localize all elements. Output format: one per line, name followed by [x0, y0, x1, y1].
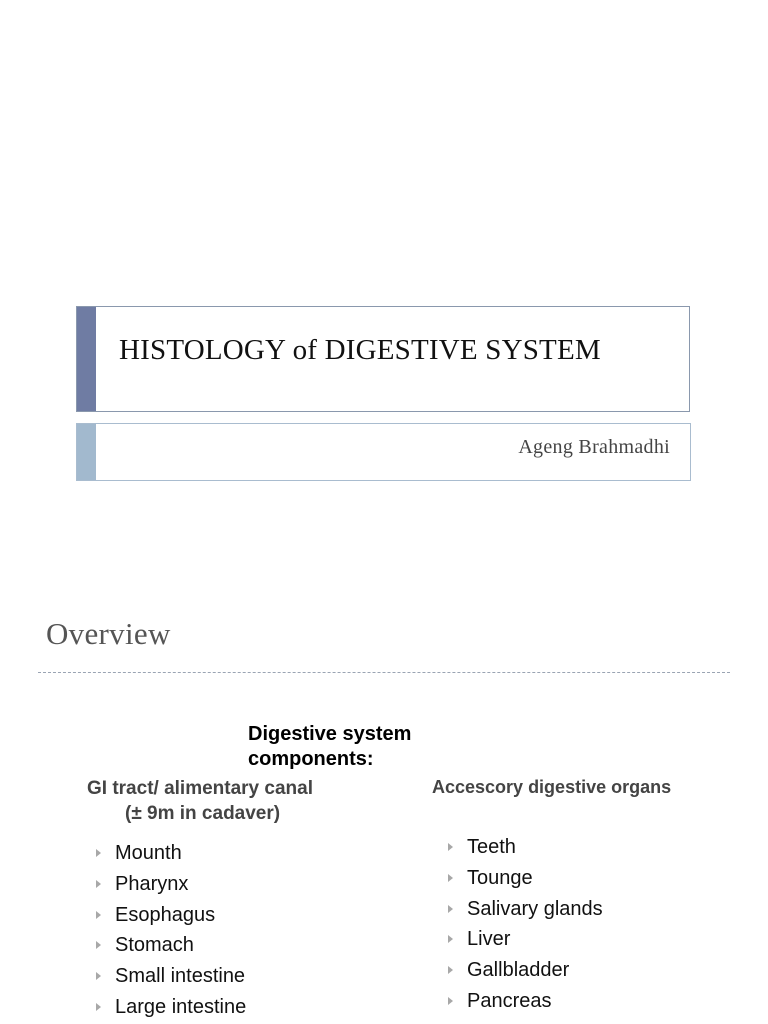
- list-item: [448, 986, 603, 1017]
- list-item: [448, 863, 603, 894]
- accessory-organs-list: [448, 832, 603, 1017]
- list-item-label: Esophagus: [115, 903, 216, 926]
- list-item: [96, 838, 246, 869]
- list-item-label: Small intestine: [115, 965, 246, 988]
- list-item-label: Pharynx: [115, 872, 189, 895]
- gi-tract-heading-line1: GI tract/ alimentary canal: [87, 778, 313, 799]
- list-item-label: Gallbladder: [467, 959, 570, 982]
- triangle-bullet-icon: [96, 849, 101, 857]
- gi-tract-heading-line2: (± 9m in cadaver): [125, 803, 281, 824]
- list-item: [448, 832, 603, 863]
- components-heading: [248, 722, 411, 772]
- triangle-bullet-icon: [448, 997, 453, 1005]
- triangle-bullet-icon: [448, 905, 453, 913]
- list-item: [448, 955, 603, 986]
- triangle-bullet-icon: [448, 935, 453, 943]
- triangle-bullet-icon: [96, 941, 101, 949]
- list-item: [448, 894, 603, 925]
- list-item-label: Mounth: [115, 842, 182, 864]
- slide-overview: [0, 576, 768, 1024]
- triangle-bullet-icon: [96, 1003, 101, 1011]
- list-item-label: Teeth: [467, 836, 516, 858]
- triangle-bullet-icon: [96, 880, 101, 888]
- triangle-bullet-icon: [96, 911, 101, 919]
- components-heading-line2: components:: [248, 748, 374, 770]
- subtitle-box: [76, 423, 691, 481]
- components-heading-line1: Digestive system: [248, 723, 412, 745]
- title-divider: [38, 672, 730, 673]
- list-item: [96, 869, 246, 900]
- gi-tract-heading: [87, 776, 313, 826]
- page-title: HISTOLOGY of DIGESTIVE SYSTEM: [119, 334, 601, 366]
- gi-tract-list: [96, 838, 246, 1023]
- triangle-bullet-icon: [448, 966, 453, 974]
- author-name: Ageng Brahmadhi: [518, 436, 670, 458]
- accessory-organs-heading: Accescory digestive organs: [432, 777, 672, 797]
- triangle-bullet-icon: [448, 874, 453, 882]
- list-item: [96, 930, 246, 961]
- triangle-bullet-icon: [96, 972, 101, 980]
- list-item-label: Stomach: [115, 934, 194, 957]
- list-item: [96, 961, 246, 992]
- list-item-label: Liver: [467, 928, 511, 951]
- list-item: [96, 992, 246, 1023]
- list-item-label: Large intestine: [115, 995, 247, 1018]
- list-item: [448, 924, 603, 955]
- list-item-label: Salivary glands: [467, 897, 603, 920]
- title-box: [76, 306, 690, 412]
- overview-title: Overview: [46, 616, 171, 651]
- list-item-label: Tounge: [467, 866, 533, 889]
- title-accent-bar: [77, 307, 96, 411]
- triangle-bullet-icon: [448, 843, 453, 851]
- list-item-label: Pancreas: [467, 989, 552, 1012]
- subtitle-accent-bar: [77, 424, 96, 480]
- list-item: [96, 900, 246, 931]
